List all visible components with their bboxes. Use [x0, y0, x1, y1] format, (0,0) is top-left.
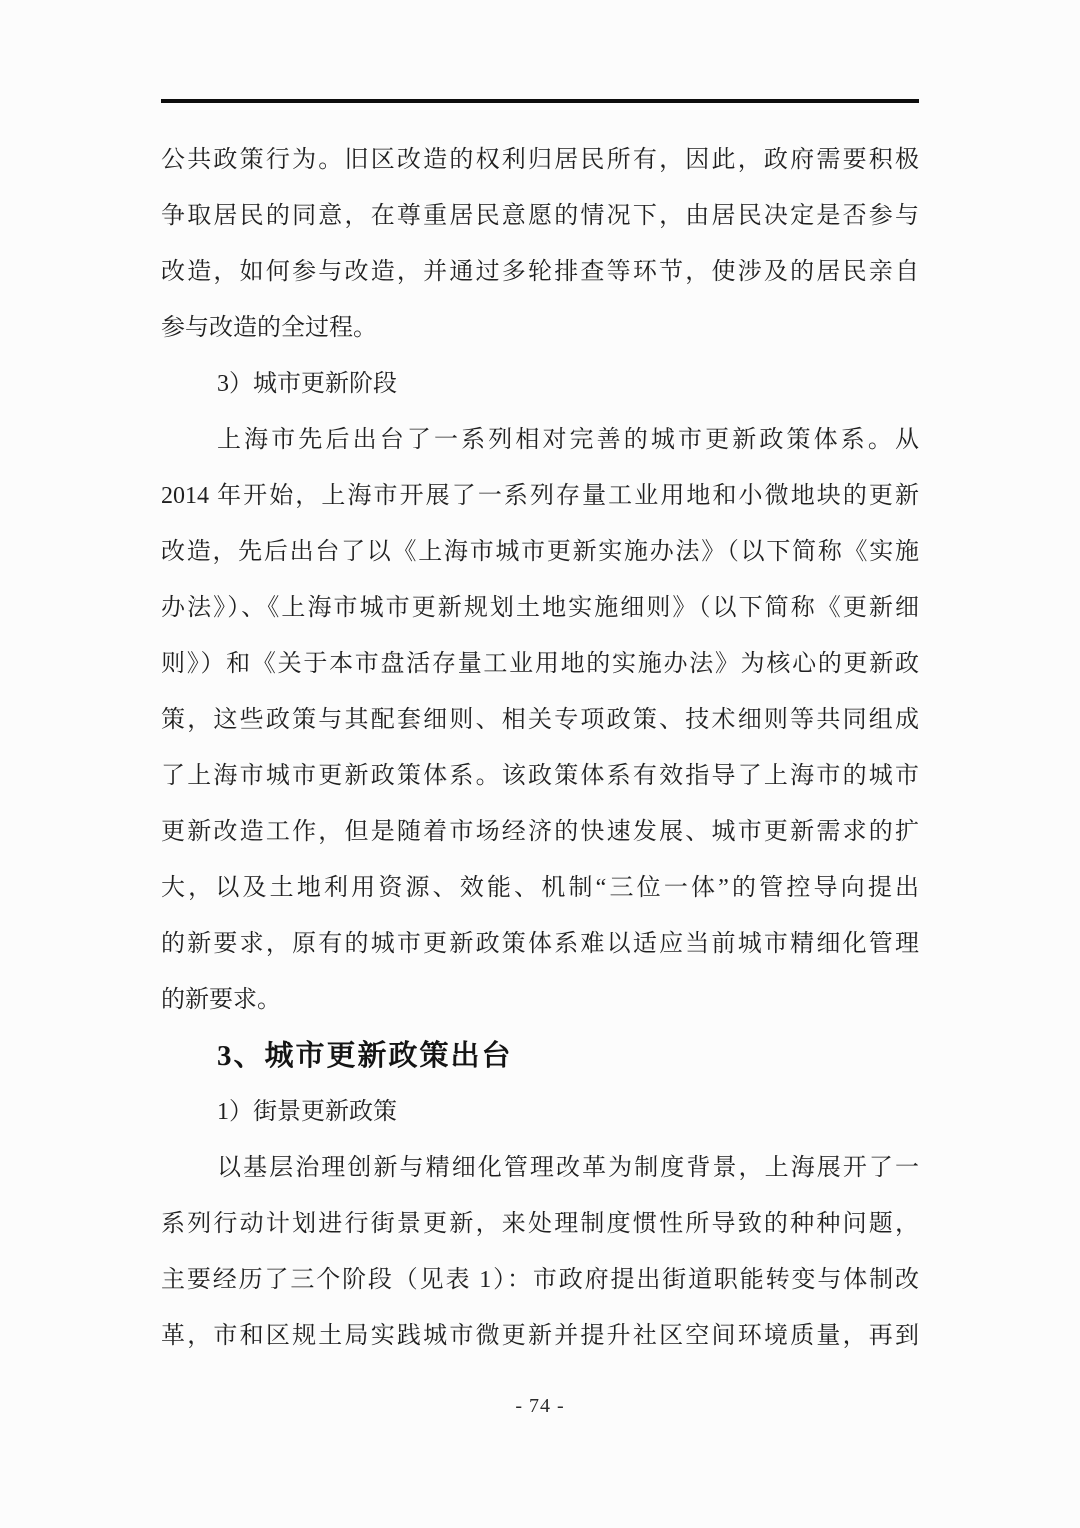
paragraph-line: 系列行动计划进行街景更新，来处理制度惯性所导致的种种问题， — [161, 1211, 919, 1237]
paragraph-line: 则》）和《关于本市盘活存量工业用地的实施办法》为核心的更新政 — [161, 651, 919, 677]
paragraph-line: 争取居民的同意，在尊重居民意愿的情况下，由居民决定是否参与 — [161, 203, 919, 229]
subsection-label: 3）城市更新阶段 — [217, 371, 397, 397]
paragraph-line: 了上海市城市更新政策体系。该政策体系有效指导了上海市的城市 — [161, 763, 919, 789]
paragraph-line: 改造，如何参与改造，并通过多轮排查等环节，使涉及的居民亲自 — [161, 259, 919, 285]
section-heading: 3、城市更新政策出台 — [217, 1040, 513, 1072]
paragraph-line: 上海市先后出台了一系列相对完善的城市更新政策体系。从 — [217, 427, 919, 453]
paragraph-line: 2014 年开始，上海市开展了一系列存量工业用地和小微地块的更新 — [161, 483, 919, 509]
paragraph-line: 更新改造工作，但是随着市场经济的快速发展、城市更新需求的扩 — [161, 819, 919, 845]
subsection-label: 1）街景更新政策 — [217, 1099, 397, 1125]
paragraph-line: 的新要求，原有的城市更新政策体系难以适应当前城市精细化管理 — [161, 931, 919, 957]
document-body — [161, 132, 919, 1364]
paragraph-line: 主要经历了三个阶段（见表 1）：市政府提出街道职能转变与体制改 — [161, 1267, 919, 1293]
paragraph-line: 参与改造的全过程。 — [161, 315, 377, 341]
paragraph-line: 改造，先后出台了以《上海市城市更新实施办法》（以下简称《实施 — [161, 539, 919, 565]
paragraph-line: 办法》）、《上海市城市更新规划土地实施细则》（以下简称《更新细 — [161, 595, 919, 621]
header-rule — [161, 99, 919, 103]
paragraph-line: 公共政策行为。旧区改造的权利归居民所有，因此，政府需要积极 — [161, 147, 919, 173]
page-number: - 74 - — [515, 1395, 565, 1417]
paragraph-line: 策，这些政策与其配套细则、相关专项政策、技术细则等共同组成 — [161, 707, 919, 733]
paragraph-line: 以基层治理创新与精细化管理改革为制度背景，上海展开了一 — [217, 1155, 919, 1181]
paragraph-line: 的新要求。 — [161, 987, 281, 1013]
paragraph-line: 大，以及土地利用资源、效能、机制“三位一体”的管控导向提出 — [161, 875, 919, 901]
paragraph-line: 革，市和区规土局实践城市微更新并提升社区空间环境质量，再到 — [161, 1323, 919, 1349]
